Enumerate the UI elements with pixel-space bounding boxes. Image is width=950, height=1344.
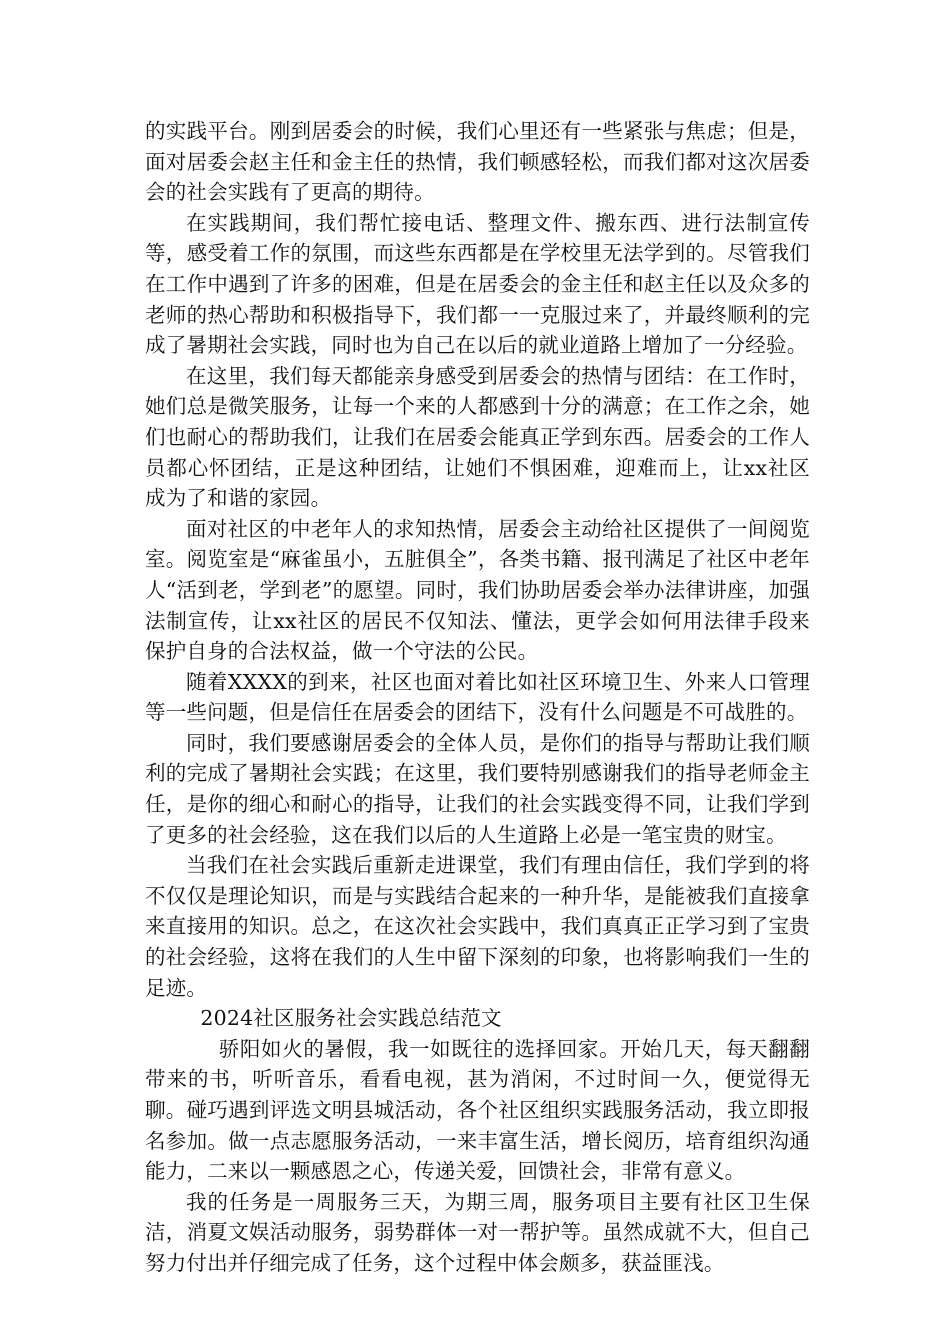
paragraph-3: 在这里，我们每天都能亲身感受到居委会的热情与团结：在工作时，她们总是微笑服务，让每一个来的人都感到十分的满意；在工作之余，她们也耐心的帮助我们，让我们在居委会能真正学到东西。居委会的工作人员都心怀团结，正是这种团结，让她们不惧困难，迎难而上，让xx社区成为了和谐的家园。: [145, 363, 810, 511]
document-page: [145, 116, 810, 1279]
section-heading: 2024社区服务社会实践总结范文: [200, 1006, 502, 1031]
paragraph-6: 同时，我们要感谢居委会的全体人员，是你们的指导与帮助让我们顺利的完成了暑期社会实践；在这里，我们要特别感谢我们的指导老师金主任，是你的细心和耐心的指导，让我们的社会实践变得不同，让我们学到了更多的社会经验，这在我们以后的人生道路上必是一笔宝贵的财宝。: [145, 730, 810, 847]
paragraph-7: 当我们在社会实践后重新走进课堂，我们有理由信任，我们学到的将不仅仅是理论知识，而是与实践结合起来的一种升华，是能被我们直接拿来直接用的知识。总之，在这次社会实践中，我们真真正正学习到了宝贵的社会经验，这将在我们的人生中留下深刻的印象，也将影响我们一生的足迹。: [145, 853, 810, 1000]
paragraph-9: 我的任务是一周服务三天，为期三周，服务项目主要有社区卫生保洁，消夏文娱活动服务，弱势群体一对一帮护等。虽然成就不大，但自己努力付出并仔细完成了任务，这个过程中体会颇多，获益匪浅。: [145, 1189, 810, 1275]
paragraph-1: 的实践平台。刚到居委会的时候，我们心里还有一些紧张与焦虑；但是，面对居委会赵主任和金主任的热情，我们顿感轻松，而我们都对这次居委会的社会实践有了更高的期待。: [145, 119, 810, 205]
paragraph-4: 面对社区的中老年人的求知热情，居委会主动给社区提供了一间阅览室。阅览室是“麻雀虽小，五脏俱全”，各类书籍、报刊满足了社区中老年人“活到老，学到老”的愿望。同时，我们协助居委会举办法律讲座，加强法制宣传，让xx社区的居民不仅知法、懂法，更学会如何用法律手段来保护自身的合法权益，做一个守法的公民。: [145, 516, 810, 664]
paragraph-8: 骄阳如火的暑假，我一如既往的选择回家。开始几天，每天翻翻带来的书，听听音乐，看看电视，甚为消闲，不过时间一久，便觉得无聊。碰巧遇到评选文明县城活动，各个社区组织实践服务活动，我立即报名参加。做一点志愿服务活动，一来丰富生活，增长阅历，培育组织沟通能力，二来以一颗感恩之心，传递关爱，回馈社会，非常有意义。: [145, 1036, 810, 1184]
paragraph-2: 在实践期间，我们帮忙接电话、整理文件、搬东西、进行法制宣传等，感受着工作的氛围，而这些东西都是在学校里无法学到的。尽管我们在工作中遇到了许多的困难，但是在居委会的金主任和赵主任以及众多的老师的热心帮助和积极指导下，我们都一一克服过来了，并最终顺利的完成了暑期社会实践，同时也为自己在以后的就业道路上增加了一分经验。: [145, 210, 810, 358]
paragraph-5: 随着XXXX的到来，社区也面对着比如社区环境卫生、外来人口管理等一些问题，但是信任在居委会的团结下，没有什么问题是不可战胜的。: [145, 669, 810, 725]
